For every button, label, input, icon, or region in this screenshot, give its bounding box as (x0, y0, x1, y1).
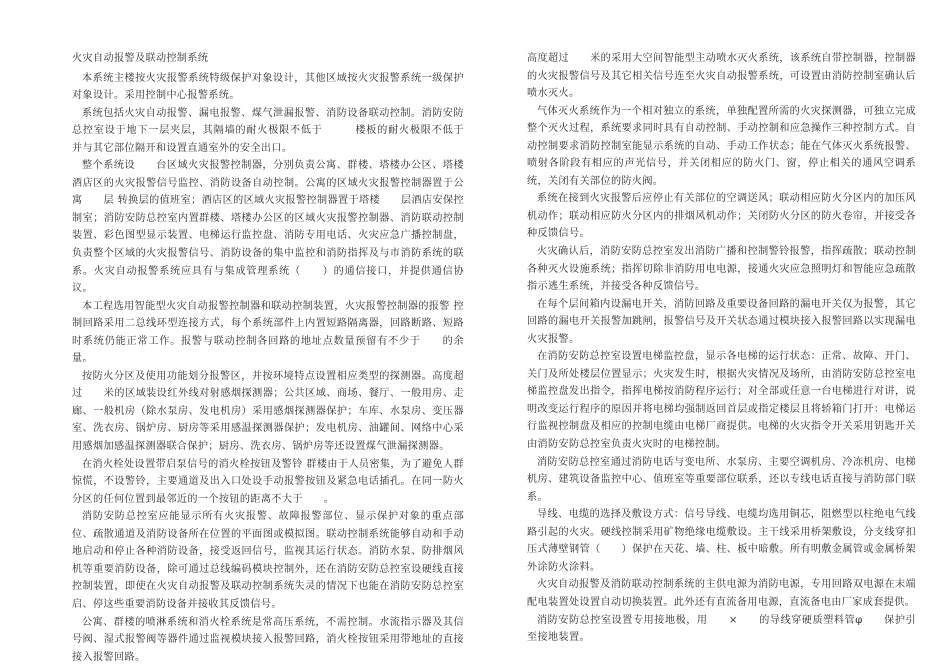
paragraph-detectors: 按防火分区及使用功能划分报警区，并按环境特点设置相应类型的探测器。高度超过 米的区域装设红外线对射感烟探测器；公共区域、商场、餐厅、一般用房、走廊、一般机房（除水泵房、发电机房）采用感烟探测器保护；车库、水泵房、变压器室、洗衣房、锅炉房、厨房等采用感温探测器保护；发电机房、油罐间、网络中心采用感烟加感温探测器联合保护；厨房、洗衣房、锅炉房等还设置煤气泄漏探测器。 (72, 370, 464, 453)
paragraph-control-room-display: 消防安防总控室应能显示所有火灾报警、故障报警部位、显示保护对象的重点部位、疏散通道及消防设备所在位置的平面图或模拟图。联动控制系统能够自动和手动地启动和停止各种消防设备，接受返回信号，监视其运行状态。消防水泵、防排烟风机等重要消防设备，除可通过总线编码模块控制外，还在消防安防总控室设硬线直接控制装置，即使在火灾自动报警及联动控制系统失灵的情况下也能在消防安防总控室启、停这些重要消防设备并接收其反馈信号。 (72, 511, 464, 610)
document-title: 火灾自动报警及联动控制系统 (72, 53, 209, 64)
paragraph-sprinkler-hydrant: 公寓、群楼的喷淋系统和消火栓系统是常高压系统，不需控制。水流指示器及其信号阀、湿式报警阀等器件通过监视模块接入报警回路，消火栓按钮采用带地址的直接接入报警回路。 (72, 616, 464, 663)
paragraph-alarm-buttons: 在消火栓处设置带启泵信号的消火栓按钮及警铃 群楼由于人员密集，为了避免人群惊慌，不设警铃，主要通道及出入口处设手动报警按钮及紧急电话插孔。在同一防火分区的任何位置到最邻近的一个按钮的距离不大于 。 (72, 458, 464, 505)
left-column (72, 50, 496, 666)
paragraph-cabling: 导线、电缆的选择及敷设方式：信号导线、电缆均选用铜芯，阻燃型以柱绝电气线路引起的火灾。硬线控制采用矿物绝缘电缆敷设。主干线采用桥架敷设，分支线穿扣压式薄壁钢管（ ）保护在天花、墙、柱、板中暗敷。所有明敷金属管或金属桥架外涂防火涂料。 (527, 509, 916, 573)
paragraph-gas-extinguishing: 气体灭火系统作为一个相对独立的系统，单独配置所需的火灾探测器，可独立完成整个灭火过程，系统要求同时具有自动控制、手动控制和应急操作三种控制方式。自动控制要求消防控制室能显示系统的自动、手动工作状态；能在气体灭火系统报警、喷射各阶段有相应的声光信号，并关闭相应的防火门、窗，停止相关的通风空调系统，关闭有关部位的防火阀。 (527, 105, 916, 187)
paragraph-system-overview: 本系统主楼按火灾报警系统特级保护对象设计，其他区域按火灾报警系统一级保护对象设计。采用控制中心报警系统。 (72, 72, 464, 102)
paragraph-controller-layout: 整个系统设 台区域火灾报警控制器，分别负责公寓、群楼、塔楼办公区、塔楼酒店区的火灾报警信号监控、消防设备自动控制。公寓的区域火灾报警控制器置于公寓 层 转换层的值班室；酒店区的区域火灾报警控制器置于塔楼 层酒店安保控制室；消防安防总控室内置群楼、塔楼办公区的区域火灾报警控制器、消防联动控制装置、彩色图型显示装置、电梯运行监控盘、消防专用电话、火灾应急广播控制盘，负责整个区域的火灾报警信号、消防设备的集中监控和消防指挥及与市消防系统的联系。火灾自动报警系统应具有与集成管理系统（ ）的通信接口，并提供通信协议。 (72, 160, 464, 295)
paragraph-power-supply: 火灾自动报警及消防联动控制系统的主供电源为消防电源，专用回路双电源在末端配电装置处设置自动切换装置。此外还有直流备用电源，直流备电由厂家成套提供。 (527, 579, 916, 608)
right-column (527, 50, 916, 647)
paragraph-controller-wiring: 本工程选用智能型火灾自动报警控制器和联动控制装置，火灾报警控制器的报警 控制回路采用二总线环型连接方式，每个系统部件上内置短路隔离器，回路断路、短路时系统仍能正常工作。报警与联动控制各回路的地址点数量预留有不少于 的余量。 (72, 300, 464, 365)
paragraph-large-space-sprinkler: 高度超过 米的采用大空间智能型主动喷水灭火系统，该系统自带控制器，控制器的火灾报警信号及其它相关信号连至火灾自动报警系统，可设置由消防控制室确认后喷水灭火。 (527, 53, 916, 100)
paragraph-fire-telephone: 消防安防总控室通过消防电话与变电所、水泵房、主要空调机房、冷冻机房、电梯机房、建筑设备监控中心、值班室等重要部位联系，还以专线电话直接与消防部门联系。 (527, 456, 916, 503)
paragraph-fire-confirmation: 火灾确认后，消防安防总控室发出消防广播和控制警铃报警，指挥疏散；联动控制各种灭火设施系统；指挥切除非消防用电电源，接通火灾应急照明灯和智能应急疏散指示逃生系统，并接受各种反馈信号。 (527, 246, 916, 293)
paragraph-hvac-linkage: 系统在接到火灾报警后应停止有关部位的空调送风；联动相应防火分区内的加压风机动作；联动相应防火分区内的排烟风机动作；关闭防火分区的防火卷帘，并接受各种反馈信号。 (527, 193, 916, 240)
paragraph-grounding: 消防安防总控室设置专用接地极，用 × 的导线穿硬质塑料管φ 保护引至接地装置。 (527, 614, 916, 644)
paragraph-leakage-alarm: 在每个层间箱内设漏电开关，消防回路及重要设备回路的漏电开关仅为报警，其它回路的漏电开关报警加跳闸，报警信号及开关状态通过模块接入报警回路以实现漏电火灾报警。 (527, 298, 916, 345)
paragraph-system-scope: 系统包括火灾自动报警、漏电报警、煤气泄漏报警、消防设备联动控制。消防安防总控室设于地下一层夹层，其隔墙的耐火极限不低于 楼板的耐火极限不低于 并与其它部位隔开和设置直通室外的安全出口。 (72, 107, 496, 154)
paragraph-elevator-monitoring: 在消防安防总控室设置电梯监控盘，显示各电梯的运行状态：正常、故障、开门、关门及所处楼层位置显示；火灾发生时，根据火灾情况及场所，由消防安防总控室电梯监控盘发出指令，指挥电梯按消防程序运行；对全部或任意一台电梯进行对讲，说明改变运行程序的原因并将电梯均强制返回首层或指定楼层且将轿箱门打开：电梯运行监视控制盘及相应的控制电缆由电梯厂商提供。电梯的火灾指令开关采用钥匙开关 由消防安防总控室负责火灾时的电梯控制。 (527, 351, 916, 451)
